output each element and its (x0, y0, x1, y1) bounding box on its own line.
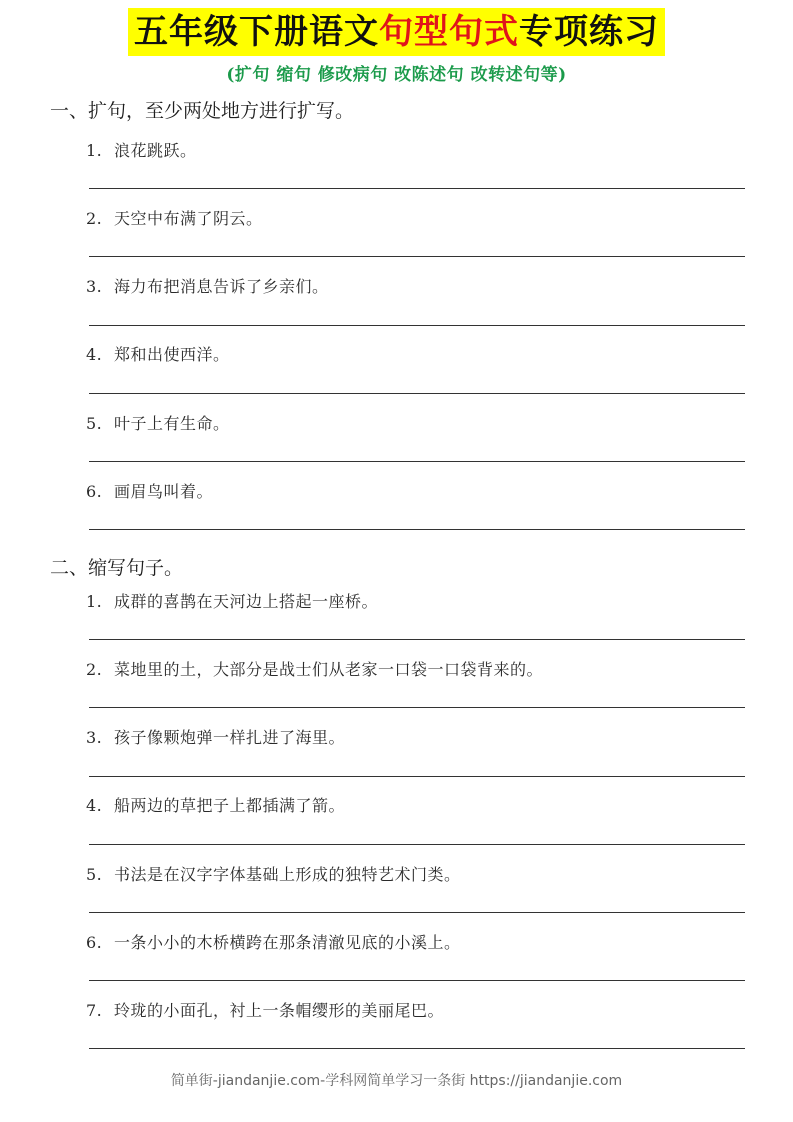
answer-line[interactable] (89, 707, 745, 708)
answer-line[interactable] (89, 844, 745, 845)
answer-line[interactable] (89, 325, 745, 326)
section2-item-7 (86, 998, 444, 1021)
item-number: 1. (86, 141, 103, 160)
answer-line[interactable] (89, 529, 745, 530)
answer-line[interactable] (89, 776, 745, 777)
item-text: 浪花跳跃。 (114, 141, 197, 160)
item-text: 成群的喜鹊在天河边上搭起一座桥。 (114, 592, 379, 611)
answer-line[interactable] (89, 980, 745, 981)
section1-item-2 (86, 206, 263, 229)
section1-title: 一、扩句，至少两处地方进行扩写。 (50, 100, 355, 122)
answer-line[interactable] (89, 1048, 745, 1049)
page-subtitle: (扩句 缩句 修改病句 改陈述句 改转述句等) (226, 65, 567, 85)
item-text: 郑和出使西洋。 (114, 345, 230, 364)
section2-item-6 (86, 930, 461, 953)
title-part1: 五年级下册语文 (134, 12, 379, 52)
item-number: 6. (86, 482, 103, 501)
section2-item-4 (86, 793, 345, 816)
answer-line[interactable] (89, 393, 745, 394)
answer-line[interactable] (89, 461, 745, 462)
section2-item-2 (86, 657, 543, 680)
answer-line[interactable] (89, 188, 745, 189)
item-text: 叶子上有生命。 (114, 414, 230, 433)
item-number: 6. (86, 933, 103, 952)
section1-item-6 (86, 479, 213, 502)
item-number: 2. (86, 209, 103, 228)
item-number: 5. (86, 865, 103, 884)
title-part2: 专项练习 (519, 12, 659, 52)
section2-item-5 (86, 862, 461, 885)
page-title-wrap (0, 8, 793, 56)
item-text: 孩子像颗炮弹一样扎进了海里。 (114, 728, 346, 747)
answer-line[interactable] (89, 256, 745, 257)
section1-item-4 (86, 342, 230, 365)
item-number: 3. (86, 728, 103, 747)
item-text: 天空中布满了阴云。 (114, 209, 263, 228)
item-number: 7. (86, 1001, 103, 1020)
section2-item-1 (86, 589, 378, 612)
item-text: 船两边的草把子上都插满了箭。 (114, 796, 346, 815)
item-text: 海力布把消息告诉了乡亲们。 (114, 277, 329, 296)
section1-item-3 (86, 274, 329, 297)
answer-line[interactable] (89, 639, 745, 640)
page-title (128, 8, 665, 56)
item-number: 3. (86, 277, 103, 296)
item-text: 画眉鸟叫着。 (114, 482, 214, 501)
section2-item-3 (86, 725, 345, 748)
item-number: 5. (86, 414, 103, 433)
section2-title: 二、缩写句子。 (50, 557, 184, 579)
section1-item-1 (86, 138, 197, 161)
section1-item-5 (86, 411, 230, 434)
item-number: 4. (86, 345, 103, 364)
title-highlight: 句型句式 (379, 12, 519, 52)
item-text: 玲珑的小面孔，衬上一条帽缨形的美丽尾巴。 (114, 1001, 445, 1020)
answer-line[interactable] (89, 912, 745, 913)
item-number: 4. (86, 796, 103, 815)
item-text: 一条小小的木桥横跨在那条清澈见底的小溪上。 (114, 933, 461, 952)
item-text: 菜地里的土，大部分是战士们从老家一口袋一口袋背来的。 (114, 660, 544, 679)
page-footer: 简单街-jiandanjie.com-学科网简单学习一条街 https://jiandanjie.com (170, 1073, 623, 1089)
item-text: 书法是在汉字字体基础上形成的独特艺术门类。 (114, 865, 461, 884)
item-number: 2. (86, 660, 103, 679)
item-number: 1. (86, 592, 103, 611)
